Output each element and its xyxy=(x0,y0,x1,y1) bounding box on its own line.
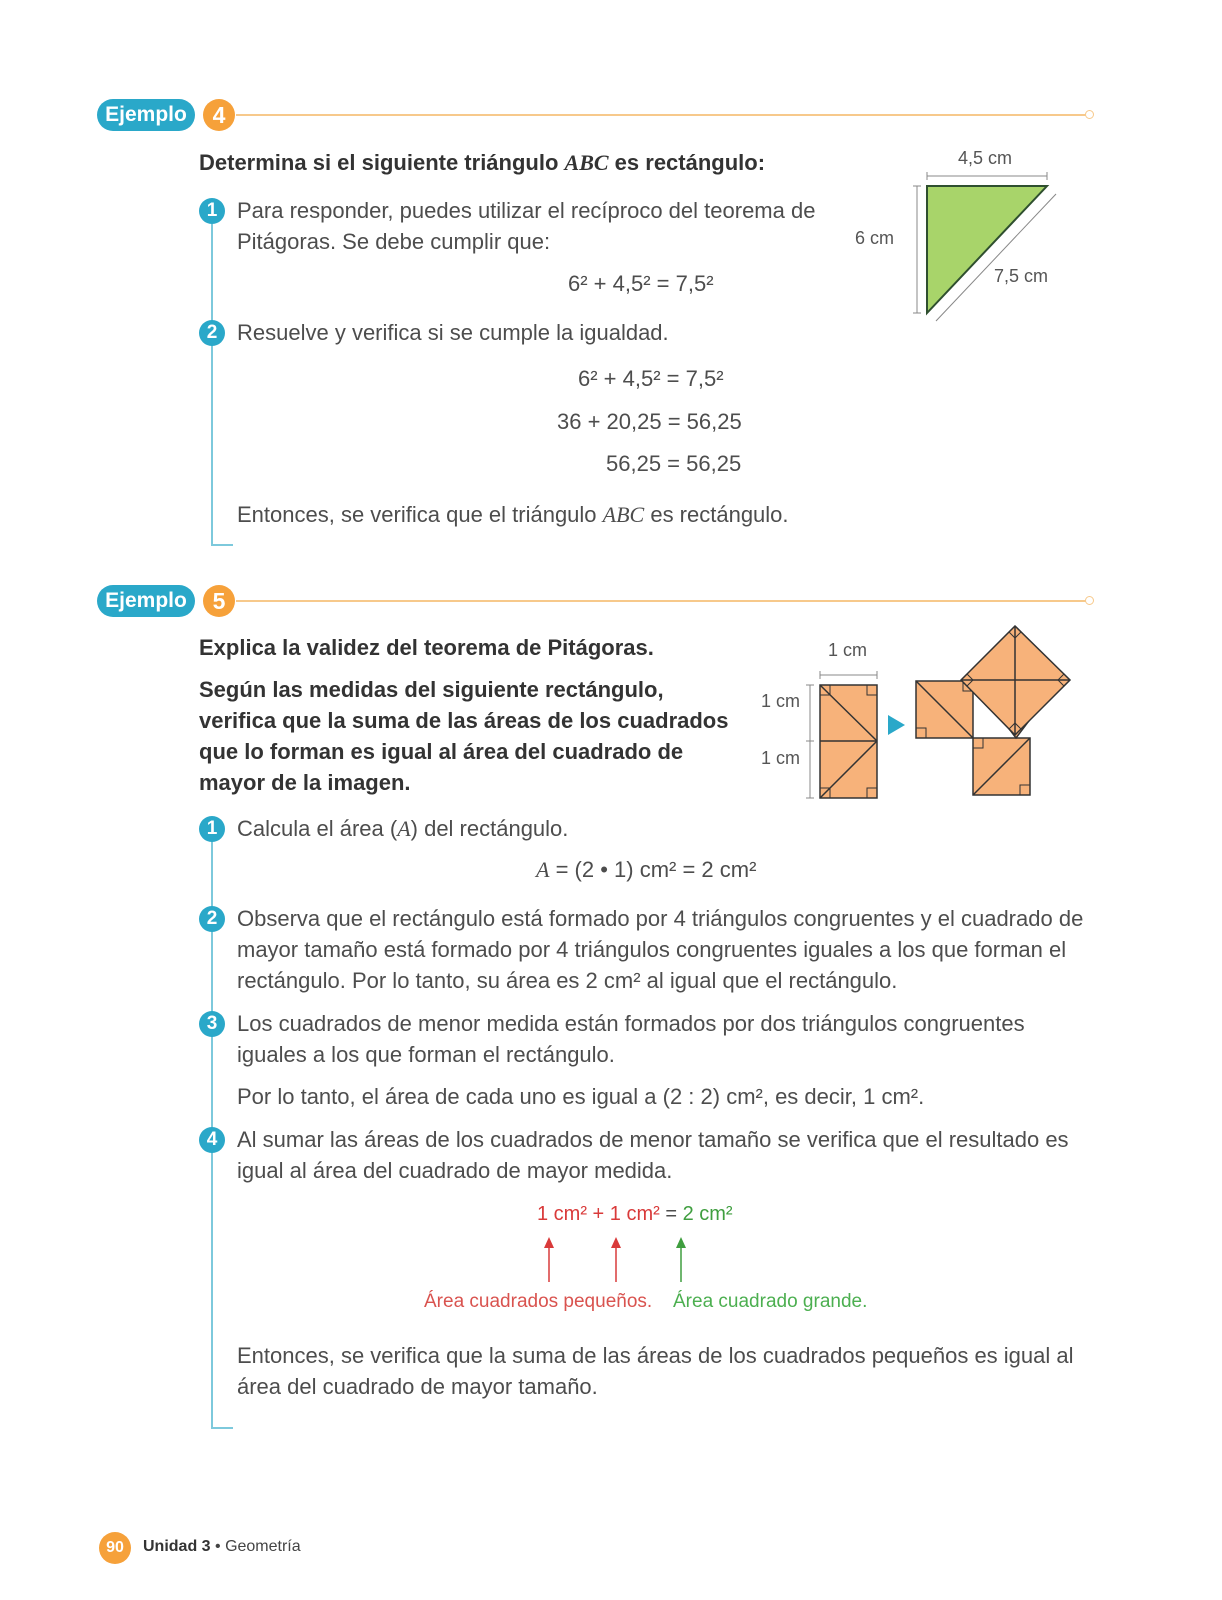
divider-end-dot xyxy=(1085,110,1094,119)
step-1-equation: 6² + 4,5² = 7,5² xyxy=(568,271,714,296)
triangle-hypotenuse-label: 7,5 cm xyxy=(994,266,1049,286)
small-square-2 xyxy=(973,738,1030,795)
small-areas-sum: 1 cm² + 1 cm² xyxy=(537,1203,660,1225)
step-1-text: Para responder, puedes utilizar el recíproco del teorema de Pitágoras. Se debe cumplir que: xyxy=(237,198,816,254)
step-4-marker: 4 xyxy=(199,1127,225,1153)
step-2-text: Resuelve y verifica si se cumple la igualdad. xyxy=(237,320,669,345)
example-4-conclusion xyxy=(237,499,997,530)
step-2-marker: 2 xyxy=(199,906,225,932)
large-square-figure xyxy=(960,622,1080,742)
prompt-variable: ABC xyxy=(564,150,609,175)
example-label: Ejemplo xyxy=(97,585,195,617)
step-1-text-end: ) del rectángulo. xyxy=(410,816,569,841)
conclusion-variable: ABC xyxy=(602,502,645,527)
separator: • xyxy=(210,1538,226,1555)
step-1-marker: 1 xyxy=(199,198,225,224)
page-number: 90 xyxy=(99,1532,131,1564)
step-3-marker: 3 xyxy=(199,1011,225,1037)
example-4-prompt xyxy=(199,147,839,178)
section-divider xyxy=(236,114,1087,116)
steps-guide-foot xyxy=(211,1427,233,1429)
prompt-text: Determina si el siguiente triángulo xyxy=(199,150,565,175)
area-sum-equation xyxy=(537,1203,733,1226)
example-5-conclusion: Entonces, se verifica que la suma de las áreas de los cuadrados pequeños es igual al área del cuadrado de mayor tamaño. xyxy=(237,1343,1074,1399)
area-arrows xyxy=(535,1236,695,1286)
topic-label: Geometría xyxy=(225,1538,301,1555)
footer-unit xyxy=(143,1538,301,1556)
rect-side-label-2: 1 cm xyxy=(761,748,801,768)
step-1-text xyxy=(237,813,837,844)
triangle-top-label: 4,5 cm xyxy=(958,148,1013,168)
step-1-text-start: Calcula el área ( xyxy=(237,816,398,841)
step-4-text: Al sumar las áreas de los cuadrados de menor tamaño se verifica que el resultado es igual al área del cuadrado de mayor medida. xyxy=(237,1127,1069,1183)
step-3-text-2: Por lo tanto, el área de cada uno es igual a (2 : 2) cm², es decir, 1 cm². xyxy=(237,1084,925,1109)
step-2-marker: 2 xyxy=(199,320,225,346)
equals-sign: = xyxy=(659,1203,683,1225)
rect-top-label: 1 cm xyxy=(828,640,868,660)
example-label: Ejemplo xyxy=(97,99,195,131)
equation-variable: A xyxy=(536,857,550,882)
step-1-variable: A xyxy=(397,816,411,841)
step-2-text: Observa que el rectángulo está formado por 4 triángulos congruentes y el cuadrado de mayor tamaño está formado por 4 triángulos congruentes iguales a los que forman el rectángulo. Por lo tanto, su área es 2 cm² al igual que el rectángulo. xyxy=(237,906,1084,993)
prompt-text-end: es rectángulo: xyxy=(608,150,766,175)
step-2-equation-3: 56,25 = 56,25 xyxy=(606,451,742,476)
step-1-equation xyxy=(536,857,756,883)
step-3-text: Los cuadrados de menor medida están formados por dos triángulos congruentes iguales a los que forman el rectángulo. xyxy=(237,1011,1025,1067)
label-small-squares: Área cuadrados pequeños. xyxy=(424,1291,653,1312)
example-number: 5 xyxy=(203,585,235,617)
conclusion-text: Entonces, se verifica que el triángulo xyxy=(237,502,603,527)
equation-body: = (2 • 1) cm² = 2 cm² xyxy=(549,857,757,882)
label-big-square: Área cuadrado grande. xyxy=(673,1291,868,1312)
section-divider xyxy=(236,600,1087,602)
example-5-prompt-1: Explica la validez del teorema de Pitágoras. xyxy=(199,635,654,660)
right-triangle-figure xyxy=(900,170,1080,330)
unit-label: Unidad 3 xyxy=(143,1538,211,1555)
arrow-right-icon xyxy=(888,715,905,735)
example-5-prompt-2: Según las medidas del siguiente rectángulo, verifica que la suma de las áreas de los cuadrados que lo forman es igual al área del cuadrado de mayor de la imagen. xyxy=(199,677,729,795)
example-number: 4 xyxy=(203,99,235,131)
step-2-equation-2: 36 + 20,25 = 56,25 xyxy=(557,409,742,434)
divider-end-dot xyxy=(1085,596,1094,605)
step-1-marker: 1 xyxy=(199,816,225,842)
step-2-equation-1: 6² + 4,5² = 7,5² xyxy=(578,366,724,391)
steps-guide-line xyxy=(211,224,213,546)
conclusion-text-end: es rectángulo. xyxy=(644,502,789,527)
big-area-value: 2 cm² xyxy=(682,1203,733,1225)
triangle-left-label: 6 cm xyxy=(855,228,895,248)
triangle-shape xyxy=(927,186,1047,313)
rectangle-shape xyxy=(820,685,877,798)
rect-side-label-1: 1 cm xyxy=(761,691,801,711)
steps-guide-foot xyxy=(211,544,233,546)
